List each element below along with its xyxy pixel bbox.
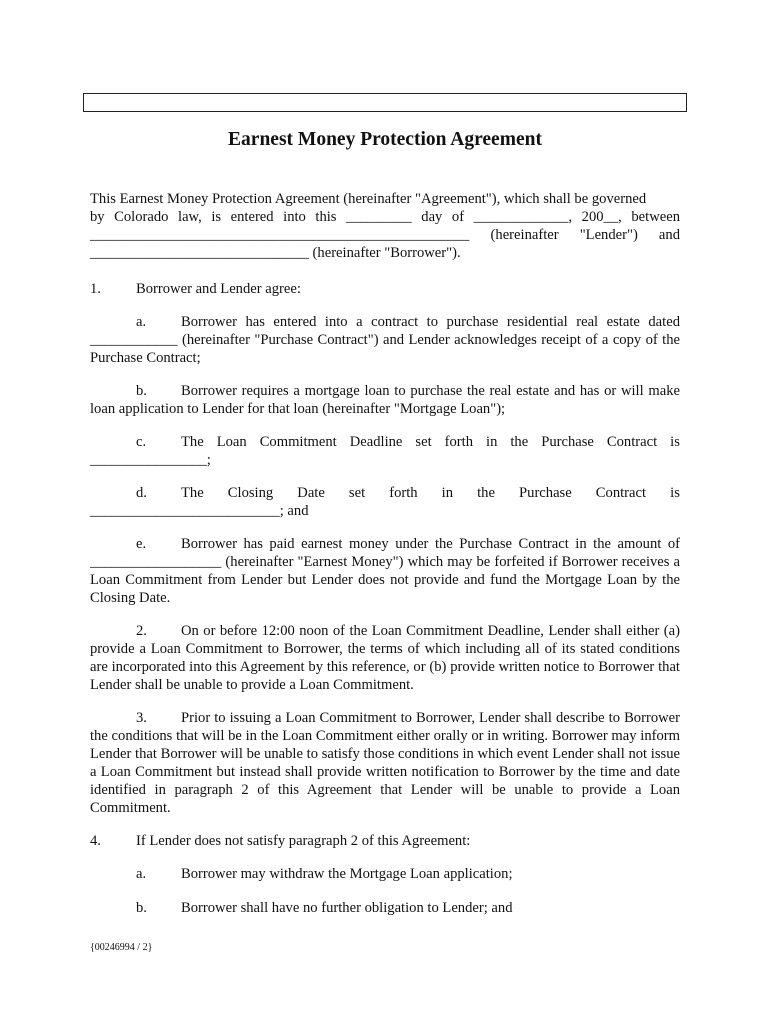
section-1c-word: Commitment — [259, 434, 337, 450]
section-1e-text: Borrower has paid earnest money under the Purchase Contract in the amount of __________________ (hereinafter "Earnest Money") which may be forfeited if Borrower receives a Loan Commitment from Lender but Lender does not provide and fund the Mortgage Loan by the Closing Date. — [90, 536, 680, 606]
section-1d-word: Date — [297, 485, 325, 501]
section-1c-word: is — [670, 434, 680, 450]
section-1e-label: e. — [136, 536, 147, 552]
section-4a-label: a. — [136, 866, 147, 882]
section-1c — [90, 433, 680, 469]
intro-line-1-text: This Earnest Money Protection Agreement (hereinafter "Agreement"), which shall be governed — [90, 191, 647, 207]
intro-line-2 — [90, 208, 680, 226]
section-1b-text: Borrower requires a mortgage loan to purchase the real estate and has or will make loan application to Lender for that loan (hereinafter "Mortgage Loan"); — [90, 383, 680, 417]
section-1c-word: Deadline — [349, 434, 403, 450]
section-1b — [90, 382, 680, 418]
section-1d-word: set — [348, 485, 366, 501]
section-1d-word: in — [441, 485, 454, 501]
section-1d-word: the — [477, 485, 495, 501]
section-1c-word: Contract — [606, 434, 658, 450]
section-1e — [90, 535, 680, 607]
section-1a-text: Borrower has entered into a contract to purchase residential real estate dated ____________ (hereinafter "Purchase Contract") and Lender acknowledges receipt of a copy of the Purchase Contract; — [90, 314, 680, 366]
section-1c-line-2: ________________; — [90, 452, 211, 468]
section-1a-label: a. — [136, 314, 147, 330]
section-1c-word: in — [486, 434, 498, 450]
section-1d-label: d. — [136, 485, 147, 501]
document-footer-id: {00246994 / 2} — [90, 942, 153, 953]
section-1c-word: Loan — [216, 434, 247, 450]
intro-line-3 — [90, 226, 680, 244]
section-4a-text: Borrower may withdraw the Mortgage Loan application; — [181, 866, 513, 882]
intro-line-2-text: by Colorado law, is entered into this _________ day of _____________, 200__, between — [90, 209, 680, 225]
section-1c-word: set — [415, 434, 432, 450]
header-box — [83, 93, 687, 112]
section-1c-word: Purchase — [541, 434, 594, 450]
section-4b-label: b. — [136, 900, 147, 916]
section-4b-text: Borrower shall have no further obligation to Lender; and — [181, 900, 513, 916]
intro-line-3-text: ____________________________________________________ (hereinafter "Lender") and — [90, 227, 680, 243]
section-3 — [90, 709, 680, 817]
section-1d-word: Contract — [595, 485, 647, 501]
section-1b-label: b. — [136, 383, 147, 399]
section-1d-word: is — [670, 485, 680, 501]
section-1a — [90, 313, 680, 367]
section-1d-word: Closing — [227, 485, 274, 501]
section-1c-word: forth — [444, 434, 474, 450]
section-3-text: Prior to issuing a Loan Commitment to Borrower, Lender shall describe to Borrower the conditions that will be in the Loan Commitment either orally or in writing. Borrower may inform Lender that Borrower will be unable to satisfy those conditions in which event Lender shall not issue a Loan Commitment but instead shall provide written notification to Borrower by the time and date identified in paragraph 2 of this Agreement that Lender will be unable to provide a Loan Commitment. — [90, 710, 680, 816]
section-3-number: 3. — [136, 710, 147, 726]
section-1d-words — [181, 484, 680, 502]
section-1d-word: Purchase — [519, 485, 572, 501]
section-2-number: 2. — [136, 623, 147, 639]
section-1c-word: the — [510, 434, 529, 450]
intro-line-4 — [90, 244, 680, 262]
section-4-number: 4. — [90, 833, 101, 849]
document-title: Earnest Money Protection Agreement — [228, 129, 542, 150]
section-1c-words — [181, 433, 680, 451]
section-1d-word: The — [181, 485, 204, 501]
section-1-number: 1. — [90, 281, 101, 297]
section-1d — [90, 484, 680, 520]
intro-paragraph — [90, 190, 680, 262]
section-1-lead: Borrower and Lender agree: — [136, 281, 301, 297]
section-1c-word: The — [181, 434, 204, 450]
section-1d-line-2: __________________________; and — [90, 503, 309, 519]
intro-line-1 — [90, 190, 680, 208]
section-2 — [90, 622, 680, 694]
section-4-lead: If Lender does not satisfy paragraph 2 of this Agreement: — [136, 833, 471, 849]
section-2-text: On or before 12:00 noon of the Loan Commitment Deadline, Lender shall either (a) provide a Loan Commitment to Borrower, the terms of which including all of its stated conditions are incorporated into this Agreement by this reference, or (b) provide written notice to Borrower that Lender shall be unable to provide a Loan Commitment. — [90, 623, 680, 693]
intro-line-4-text: ______________________________ (hereinafter "Borrower"). — [90, 245, 461, 261]
section-1d-word: forth — [389, 485, 418, 501]
section-1c-label: c. — [136, 434, 147, 450]
